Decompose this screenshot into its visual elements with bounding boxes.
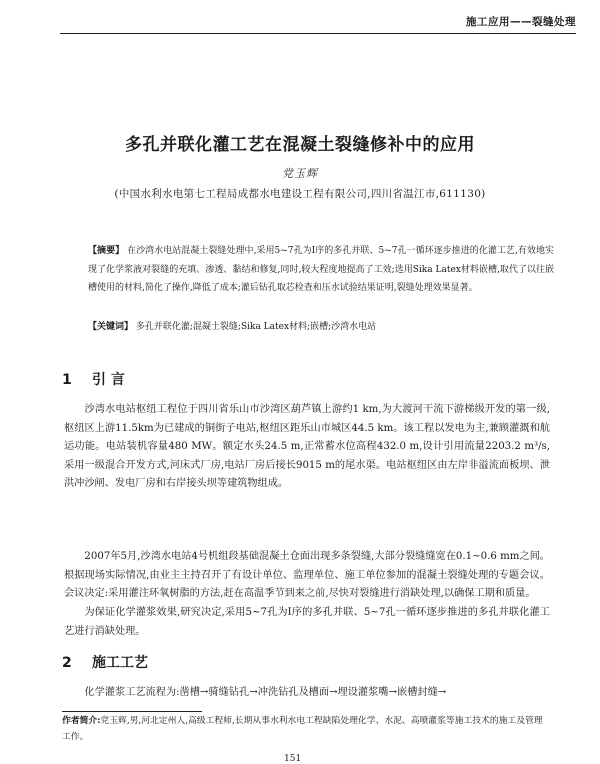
author-footnote (62, 713, 550, 745)
author-affiliation: (中国水利水电第七工程局成都水电建设工程有限公司,四川省温江市,611130) (114, 188, 486, 200)
section-title: 引 言 (92, 372, 125, 388)
running-header: 施工应用——裂缝处理 (466, 16, 576, 28)
footnote-label: 作者简介: (62, 716, 101, 726)
paragraph-text: 沙湾水电站枢纽工程位于四川省乐山市沙湾区葫芦镇上游约1 km,为大渡河干流下游梯级开发的第一级,枢纽区上游11.5km为已建成的铜街子电站,枢纽区距乐山市城区44.5 km。该工程以发电为主,兼顾灌溉和航运功能。电站装机容量480 MW。额定水头24.5 m,正常蓄水位高程432.0 m,设计引用流量2203.2 m³/s,采用一级混合开发方式,河床式厂房,电站厂房后接长9015 m的尾水渠。电站枢纽区由左岸非溢流面板坝、泄洪冲沙闸、发电厂房和右岸接头坝等建筑物组成。 (64, 404, 550, 490)
intro-paragraph-2 (64, 548, 550, 604)
keywords-text: 多孔并联化灌;混凝土裂缝;Sika Latex材料;嵌槽;沙湾水电站 (135, 322, 377, 332)
keywords (88, 318, 554, 336)
abstract-text: 在沙湾水电站混凝土裂缝处理中,采用5~7孔为Ⅰ序的多孔并联、5~7孔一循环逐步推进的化灌工艺,有效地实现了化学浆液对裂缝的充填、渗透、黏结和修复,同时,较大程度地提高了工效;选用Sika Latex材料嵌槽,取代了以往嵌槽使用的材料,简化了操作,降低了成本;灌后钻孔取芯检查和压水试验结果证明,裂缝处理效果显著。 (88, 246, 554, 293)
keywords-label: 【关键词】 (88, 322, 134, 332)
abstract (88, 242, 554, 298)
process-paragraph: 化学灌浆工艺流程为:凿槽→骑缝钻孔→冲洗钻孔及槽面→埋设灌浆嘴→嵌槽封缝→ (84, 687, 447, 698)
header-rule (60, 33, 576, 34)
paragraph-text: 2007年5月,沙湾水电站4号机组段基础混凝土仓面出现多条裂缝,大部分裂缝缝宽在0.1~0.6 mm之间。根据现场实际情况,由业主主持召开了有设计单位、监理单位、施工单位参加的混凝土裂缝处理的专题会议。会议决定:采用灌注环氧树脂的方法,赶在高温季节到来之前,尽快对裂缝进行消缺处理,以确保工期和质量。 (64, 551, 550, 600)
section-number: 1 (62, 372, 72, 388)
section-title: 施工工艺 (92, 655, 148, 671)
abstract-label: 【摘要】 (88, 246, 125, 256)
section-heading-introduction (62, 369, 125, 389)
article-author: 党玉辉 (282, 167, 318, 180)
footnote-text: 党玉辉,男,河北定州人,高级工程师,长期从事水利水电工程缺陷处理化学、水泥、高喷灌浆等施工技术的施工及管理工作。 (62, 716, 543, 742)
paragraph-text: 为保证化学灌浆效果,研究决定,采用5~7孔为Ⅰ序的多孔并联、5~7孔一循环逐步推进的多孔并联化灌工艺进行消缺处理。 (64, 607, 550, 637)
article-title: 多孔并联化灌工艺在混凝土裂缝修补中的应用 (125, 135, 475, 155)
footnote-rule (62, 711, 202, 712)
section-heading-construction (62, 652, 148, 672)
page-number: 151 (284, 754, 302, 764)
section-number: 2 (62, 655, 72, 671)
intro-paragraph-3 (64, 604, 550, 641)
intro-paragraph-1 (64, 401, 550, 494)
